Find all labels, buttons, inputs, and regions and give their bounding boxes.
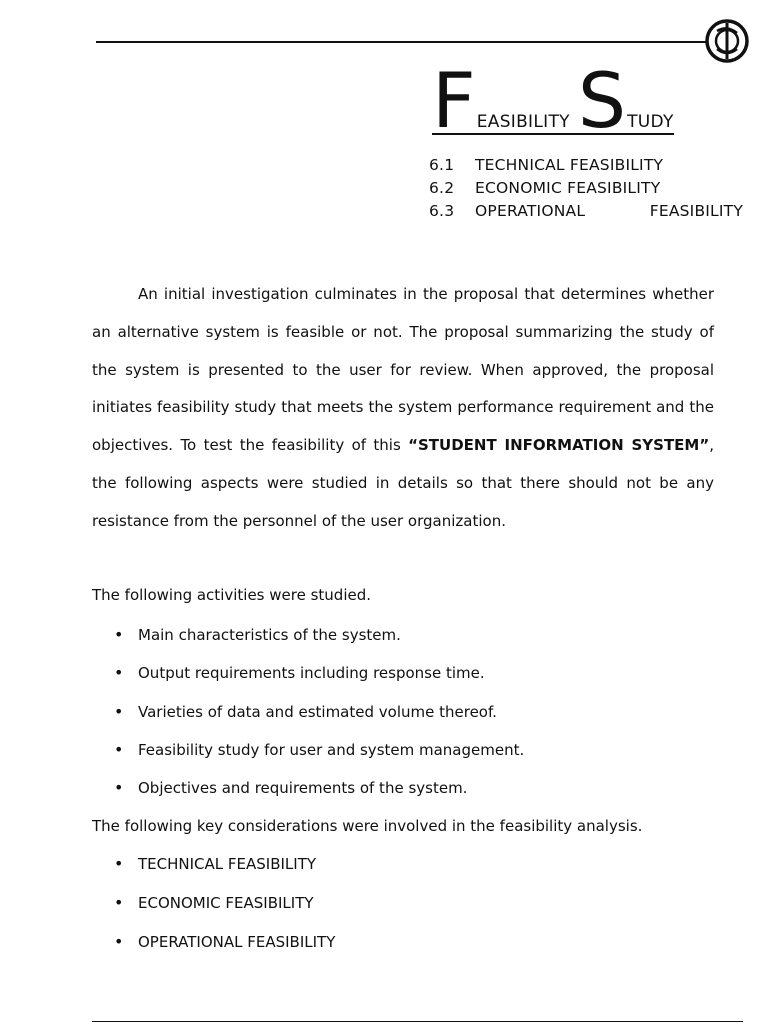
title-initial-s: S <box>577 56 627 145</box>
title-initial-f: F <box>432 56 476 145</box>
project-name: “STUDENT INFORMATION SYSTEM” <box>408 436 710 455</box>
toc-number: 6.2 <box>429 179 455 197</box>
toc-number: 6.3 <box>429 202 455 220</box>
toc-text-part: FEASIBILITY <box>649 202 743 220</box>
toc-text-part: OPERATIONAL <box>475 202 586 220</box>
activities-list <box>112 625 524 816</box>
toc-item <box>429 177 749 200</box>
chapter-title <box>432 56 674 145</box>
list-item: • Output requirements including response time. <box>112 663 524 701</box>
activities-heading: The following activities were studied. <box>92 586 372 604</box>
list-item: • ECONOMIC FEASIBILITY <box>112 893 335 932</box>
list-item: • OPERATIONAL FEASIBILITY <box>112 932 335 971</box>
intro-paragraph <box>92 276 714 541</box>
toc-text <box>475 200 743 223</box>
toc-item <box>429 154 749 177</box>
intro-text-end: , the following aspects were studied in details so that there should not be any resistance from the personnel of the user organization. <box>92 436 714 530</box>
toc-text: ECONOMIC FEASIBILITY <box>475 179 661 197</box>
list-item: • Objectives and requirements of the system. <box>112 778 524 816</box>
header-rule <box>96 41 706 43</box>
footer-rule <box>92 1021 743 1022</box>
toc-text: TECHNICAL FEASIBILITY <box>475 156 664 174</box>
considerations-list <box>112 854 335 971</box>
list-item: • Feasibility study for user and system management. <box>112 740 524 778</box>
university-emblem-icon <box>704 19 750 63</box>
toc-item <box>429 200 749 223</box>
list-item: • Varieties of data and estimated volume thereof. <box>112 702 524 740</box>
list-item: • TECHNICAL FEASIBILITY <box>112 854 335 893</box>
considerations-heading: The following key considerations were involved in the feasibility analysis. <box>92 817 643 835</box>
title-word-study: TUDY <box>627 112 674 132</box>
title-word-feasibility: EASIBILITY <box>476 112 570 132</box>
toc-number: 6.1 <box>429 156 455 174</box>
chapter-contents <box>429 154 749 223</box>
intro-text: An initial investigation culminates in the proposal that determines whether an alternative system is feasible or not. The proposal summarizing the study of the system is presented to the user for review. When approved, the proposal initiates feasibility study that meets the system performance requirement and the objectives. To test the feasibility of this <box>92 285 714 455</box>
list-item: • Main characteristics of the system. <box>112 625 524 663</box>
